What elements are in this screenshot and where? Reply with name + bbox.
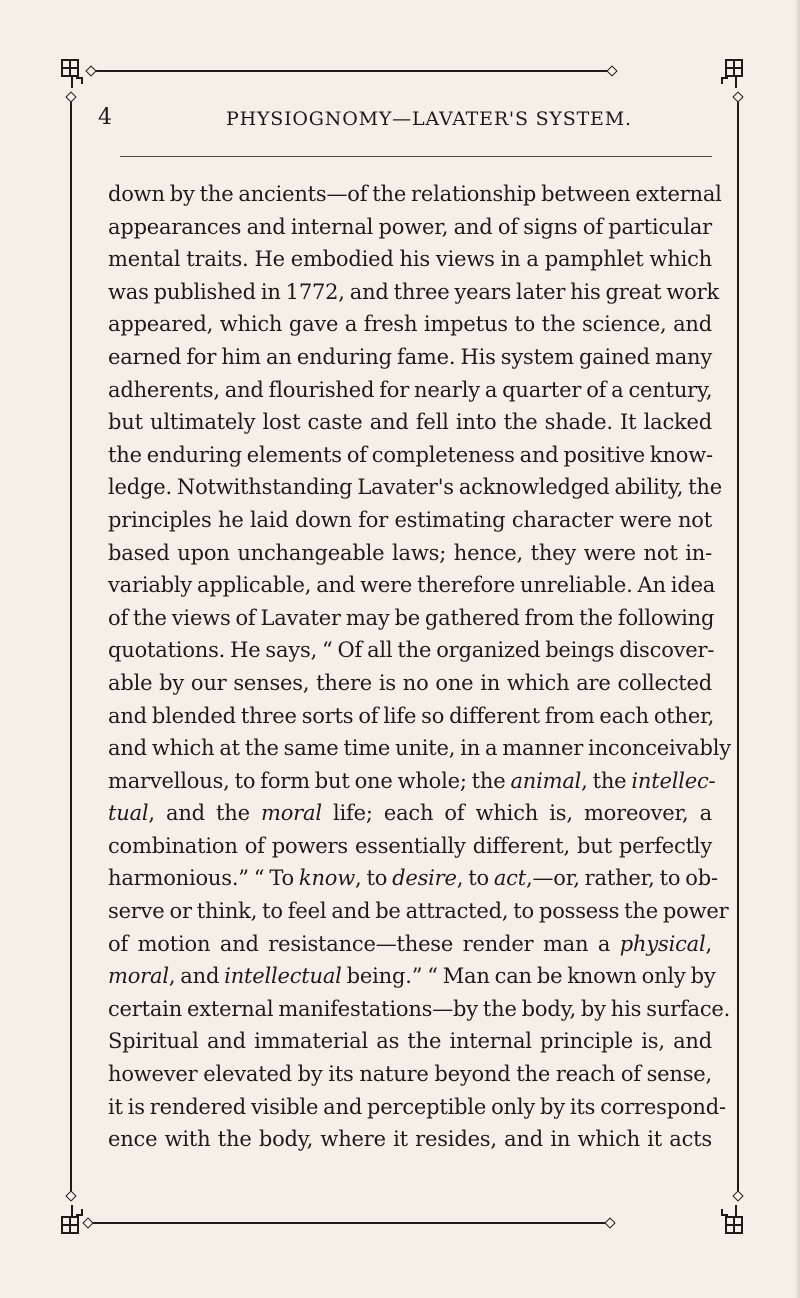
italic-run: moral (261, 801, 322, 826)
diamond-icon (65, 1190, 76, 1201)
text-run: harmonious.” “ To (108, 866, 299, 891)
bottom-border-rule (86, 1222, 610, 1224)
text-line: was published in 1772, and three years later his great work (108, 279, 719, 304)
text-line: combination of powers essentially different, but perfectly (108, 833, 712, 858)
text-line: the enduring elements of completeness and positive know- (108, 442, 713, 467)
italic-run: tual (108, 801, 149, 826)
text-line (108, 862, 718, 895)
text-line: it is rendered visible and perceptible only by its correspond- (108, 1094, 726, 1119)
diamond-icon (606, 65, 617, 76)
header-rule (120, 156, 712, 157)
right-border-rule (737, 96, 739, 1198)
text-line: variably applicable, and were therefore unreliable. An idea (108, 573, 716, 598)
text-line: ence with the body, where it resides, and in which it acts (108, 1127, 712, 1152)
text-line: but ultimately lost caste and fell into the shade. It lacked (108, 410, 712, 435)
diamond-icon (604, 1217, 615, 1228)
text-line: appeared, which gave a fresh impetus to the science, and (108, 312, 712, 337)
text-line: down by the ancients—of the relationship between external (108, 182, 722, 206)
running-head: PHYSIOGNOMY—LAVATER'S SYSTEM. (226, 108, 632, 130)
text-line: however elevated by its nature beyond the reach of sense, (108, 1062, 712, 1087)
diamond-icon (732, 1190, 743, 1201)
text-line: quotations. He says, “ Of all the organized beings discover- (108, 638, 715, 663)
text-line: certain external manifestations—by the body, by his surface. (108, 996, 731, 1021)
text-run: , to (456, 866, 494, 891)
page-number: 4 (98, 105, 112, 130)
text-run: , and (168, 964, 225, 989)
italic-run: act (493, 866, 526, 891)
text-line: serve or think, to feel and be attracted, to possess the power (108, 899, 729, 924)
text-run: life; each of which is, moreover, a (321, 801, 712, 826)
text-line: adherents, and flourished for nearly a quarter of a century, (108, 377, 713, 402)
italic-run: moral (108, 964, 169, 989)
text-line: and blended three sorts of life so different from each other, (108, 703, 715, 728)
italic-run: physical (619, 931, 706, 956)
text-line: of the views of Lavater may be gathered from the following (108, 605, 715, 630)
italic-run: know (298, 866, 355, 891)
ornamental-corner-icon (56, 52, 92, 88)
text-line (108, 797, 712, 830)
body-text (108, 178, 731, 1156)
italic-run: intellectual (224, 964, 342, 989)
text-run: ,—or, rather, to ob- (525, 866, 718, 891)
text-run: of motion and resistance—these render man a (108, 931, 620, 956)
text-run: being.” “ Man can be known only by (341, 964, 716, 989)
italic-run: animal (510, 768, 582, 793)
text-run: , (705, 931, 712, 956)
text-line: ledge. Notwithstanding Lavater's acknowledged ability, the (108, 475, 722, 500)
diamond-icon (732, 91, 743, 102)
scan-edge (794, 0, 800, 1298)
text-run: , the (581, 768, 632, 793)
text-line: Spiritual and immaterial as the internal principle is, and (108, 1029, 712, 1054)
italic-run: desire (392, 866, 457, 891)
text-run: , to (355, 866, 393, 891)
text-line (108, 960, 716, 993)
text-run: marvellous, to form but one whole; the (108, 768, 511, 793)
italic-run: intellec- (631, 768, 716, 793)
text-line: able by our senses, there is no one in which are collected (108, 670, 712, 695)
text-line (108, 928, 712, 961)
diamond-icon (65, 91, 76, 102)
text-line (108, 765, 716, 798)
text-line: and which at the same time unite, in a manner inconceivably (108, 736, 731, 761)
ornamental-corner-icon (712, 52, 748, 88)
top-border-rule (88, 70, 612, 72)
text-line: based upon unchangeable laws; hence, they were not in- (108, 540, 712, 565)
text-line: earned for him an enduring fame. His system gained many (108, 344, 712, 369)
text-run: , and the (148, 801, 261, 826)
ornamental-corner-icon (712, 1205, 748, 1241)
text-line: appearances and internal power, and of signs of particular (108, 214, 712, 239)
text-line: principles he laid down for estimating character were not (108, 507, 712, 532)
ornamental-corner-icon (56, 1205, 92, 1241)
left-border-rule (70, 96, 72, 1198)
text-line: mental traits. He embodied his views in a pamphlet which (108, 247, 712, 272)
